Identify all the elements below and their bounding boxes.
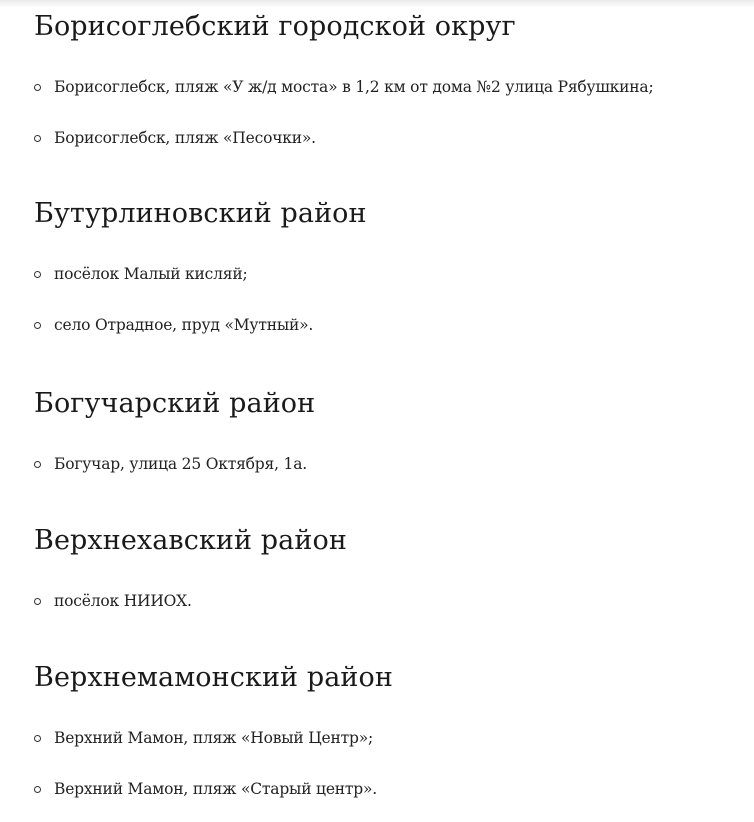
section-buturlinovsky bbox=[34, 197, 367, 336]
circle-bullet-icon bbox=[34, 735, 41, 742]
list-item-text: Богучар, улица 25 Октября, 1а. bbox=[54, 455, 307, 473]
section-list bbox=[34, 263, 367, 336]
list-item bbox=[34, 778, 393, 800]
section-title: Богучарский район bbox=[34, 388, 316, 419]
list-item bbox=[34, 263, 367, 285]
list-item-text: Борисоглебск, пляж «У ж/д моста» в 1,2 км от дома №2 улица Рябушкина; bbox=[54, 78, 654, 96]
list-item bbox=[34, 76, 654, 98]
section-list bbox=[34, 727, 393, 800]
top-shadow bbox=[0, 0, 754, 8]
list-item bbox=[34, 453, 315, 475]
list-item-text: посёлок НИИОХ. bbox=[54, 592, 192, 610]
list-item bbox=[34, 590, 347, 612]
list-item-text: Верхний Мамон, пляж «Старый центр». bbox=[54, 780, 378, 798]
list-item-text: посёлок Малый кисляй; bbox=[54, 265, 248, 283]
circle-bullet-icon bbox=[34, 786, 41, 793]
list-item-text: село Отрадное, пруд «Мутный». bbox=[54, 316, 314, 334]
circle-bullet-icon bbox=[34, 598, 41, 605]
section-boguchar bbox=[34, 387, 315, 475]
section-title: Борисоглебский городской округ bbox=[34, 11, 516, 42]
section-title: Верхнехавский район bbox=[34, 525, 347, 556]
section-verkhnekhavsky bbox=[34, 524, 347, 612]
list-item-text: Верхний Мамон, пляж «Новый Центр»; bbox=[54, 729, 374, 747]
section-title: Бутурлиновский район bbox=[34, 198, 367, 229]
list-item bbox=[34, 314, 367, 336]
section-verkhnemamonsky bbox=[34, 661, 393, 800]
list-item bbox=[34, 727, 393, 749]
circle-bullet-icon bbox=[34, 135, 41, 142]
circle-bullet-icon bbox=[34, 84, 41, 91]
circle-bullet-icon bbox=[34, 322, 41, 329]
list-item-text: Борисоглебск, пляж «Песочки». bbox=[54, 129, 316, 147]
section-list bbox=[34, 590, 347, 612]
circle-bullet-icon bbox=[34, 461, 41, 468]
section-list bbox=[34, 453, 315, 475]
section-list bbox=[34, 76, 654, 149]
list-item bbox=[34, 127, 654, 149]
circle-bullet-icon bbox=[34, 271, 41, 278]
section-title: Верхнемамонский район bbox=[34, 662, 393, 693]
section-borisoglebsky bbox=[34, 10, 654, 149]
